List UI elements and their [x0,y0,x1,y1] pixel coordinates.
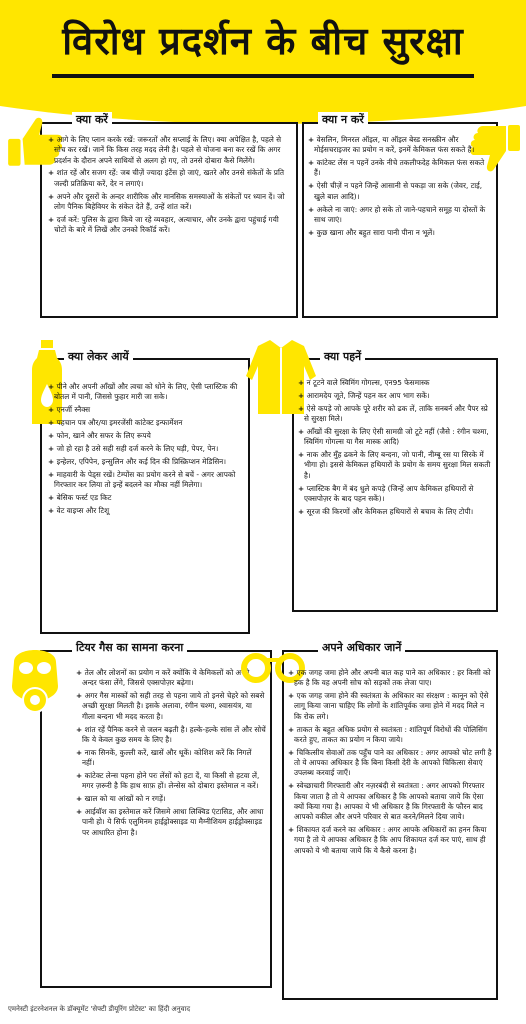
list-item: + वेट वाइप्स और टिशू [48,506,244,516]
list-item: + ताकत के बहुत अधिक प्रयोग से स्वतंत्रता : शांतिपूर्ण विरोधों की पोलिसिंग करते हुए, ताकत का प्रयोग न किया जाये। [288,725,492,746]
dont-list [308,135,490,241]
title-underline [52,74,474,78]
rights-list [288,668,492,859]
list-item: + आईवॉश का इस्तेमाल करें जिसमे आधा लिक्विड एंटासिड, और आधा पानी हो। ये सिर्फ एलुमिनम हाईड्रोक्साइड या मैग्नीशियम हाईड्रोक्साइड पर आधारित होना है। [76,807,266,838]
gas-mask-icon [4,638,66,716]
list-item: + आरामदेय जूते, जिन्हें पहन कर आप भाग सकें। [298,391,492,401]
dont-heading: क्या न करें [318,112,368,127]
wear-list [298,378,492,520]
list-item: + नाक सिनकें, कुल्ली करें, खासें और थूकें। कोशिश करें कि निगलें नहीं। [76,748,266,769]
page-title: विरोध प्रदर्शन के बीच सुरक्षा [62,19,464,63]
wear-heading: क्या पहनें [320,349,365,364]
list-item: + स्वेच्छाचारी गिरफ्तारी और नज़रबंदी से स्वतंत्रता : अगर आपको गिरफ्तार किया जाता है तो ये आपका अधिकार है कि आपको बताया जाये कि ऐसा क्यों किया गया है। आपका ये भी अधिकार है कि गिरफ्तारी के फौरन बाद आपको वकील और अपने परिवार से बात करने/मिलने दिया जाये। [288,781,492,822]
teargas-heading: टियर गैस का सामना करना [72,640,187,655]
list-item: + कांटेक्ट लेंस न पहनें उनके नीचे तकलीफदेह केमिकल फंस सकते हैं। [308,158,490,179]
footer-credit: एमनेस्टी इंटरनेशनल के डॉक्यूमेंट 'सेफ्टी डीयूरिंग प्रोटेस्ट' का हिंदी अनुवाद [8,1005,191,1013]
list-item: + शिकायत दर्ज करने का अधिकार : अगर आपके अधिकारों का हनन किया गया है तो ये आपका अधिकार है कि आप शिकायत दर्ज कर पाएं, साथ ही आपको ये भी बताया जाये कि ये कैसे करना है। [288,825,492,856]
bring-heading: क्या लेकर आयें [64,349,133,364]
list-item: + शांत रहें पैनिक करने से जलन बढ़ती है। हल्के-हल्के सांस लें और सोचें कि ये केवल कुछ समय के लिए है। [76,725,266,746]
list-item: + अगर गैस मास्कों को सही तरह से पहना जाये तो इनसे चेहरे को सबसे अच्छी सुरक्षा मिलती है। इसके अलावा, रंगीन चश्मा, श्वासयंत्र, या गीला बन्दना भी मदद करता है। [76,691,266,722]
list-item: + अकेले ना जाएं: अगर हो सके तो जाने-पहचाने समूह या दोस्तों के साथ जाएं। [308,205,490,226]
list-item: + माहवारी के पेड्स रखें। टेम्पोंस का प्रयोग करने से बचें - अगर आपको गिरफ्तार कर लिया तो इन्हें बदलने का मौका नहीं मिलेगा। [48,470,244,491]
list-item: + अपने और दूसरों के अन्दर शारीरिक और मानसिक समस्याओं के संकेतों पर ध्यान दें। जो लोग पैनिक बिहेवियर के संकेत देते हैं, उन्हें शांत करें। [48,192,292,213]
list-item: + प्लास्टिक बैग में बंद धुले कपड़े (जिन्हें आप केमिकल हथियारों से एक्सपोज़र के बाद पहन सकें)। [298,484,492,505]
list-item: + आगे के लिए प्लान करके रखें: जरूरतों और सप्लाई के लिए। क्या अपेक्षित है, पहले से सोच कर रखें। जानें कि किस तरह मदद लेनी है। पहले से योजना बना कर रखें कि अगर प्रदर्शन के दौरान अपने साथियों से अलग हो गए, तो उनसे दोबारा कैसे मिलेंगे। [48,135,292,166]
list-item: + कुछ खाना और बहुत सारा पानी पीना न भूलें। [308,228,490,238]
list-item: + फोन, खाने और सफर के लिए रूपये [48,431,244,441]
list-item: + एक जगह जमा होने की स्वतंत्रता के अधिकार का संरक्षण : कानून को ऐसे लागू किया जाना चाहिए कि लोगों के शांतिपूर्वक जमा होने में मदद मिले न कि रोक लगे। [288,691,492,722]
list-item: + ऐसी चीज़ें न पहने जिन्हें आसानी से पकड़ा जा सके (जेवर, टाई, खुले बाल आदि)। [308,181,490,202]
list-item: + बेसिक फर्स्ट एड किट [48,493,244,503]
list-item: + दर्ज करें: पुलिस के द्वारा किये जा रहे व्यवहार, अत्याचार, और उनके द्वारा पहुंचाई गयी चोटों के बारे में लिखें और उनको रिकॉर्ड करें। [48,215,292,236]
list-item: + वेसलिन, मिनरल ऑइल, या ऑइल बेस्ड सनस्क्रीन और मोईसचराइजर का प्रयोग न करें, इनमें केमिकल फंस सकते हैं। [308,135,490,156]
list-item: + सूरज की किरणों और केमिकल हथियारों से बचाव के लिए टोपी। [298,507,492,517]
do-list [48,135,292,238]
list-item: + इन्हेलर, एपिपेन, इन्सुलिन और कई दिन की प्रिस्क्रिप्शन मेडिसिन। [48,457,244,467]
list-item: + ऐसे कपड़े जो आपके पूरे शरीर को ढक लें, ताकि सनबर्न और पैपर स्प्रे से सुरक्षा मिले। [298,404,492,425]
list-item: + कांटेक्ट लेन्स पहना होने परः लेंसों को हटा दें, या किसी से हटवा लें, मगर ज़रूरी है कि हाथ साफ़ हों। लेन्सेस को दोबारा इस्तेमाल न करें। [76,771,266,792]
teargas-list [76,668,266,841]
list-item: + तेल और लोशनों का प्रयोग न करें क्योंकि ये केमिकलों को अपने अन्दर फंसा लेंगे, जिससे एक्सपोज़र बढ़ेगा। [76,668,266,689]
list-item: + एक जगह जमा होने और अपनी बात कह पाने का अधिकार : हर किसी को हक है कि वह अपनी सोच को सड़कों तक लेजा पाए। [288,668,492,689]
list-item: + शांत रहें और सजग रहें: जब चीज़ें ज्यादा इंटेंस हो जाएं, खतरे और उनसे संकेतों के प्रति जल्दी प्रतिक्रिया करें, देर न लगाएं। [48,168,292,189]
list-item: + जो हो रहा है उसे सही सही दर्ज करने के लिए घड़ी, पेपर, पेन। [48,444,244,454]
bring-list [48,382,244,519]
list-item: + चिकित्सीय सेवाओं तक पहुँच पाने का अधिकार : अगर आपको चोट लगी है तो ये आपका अधिकार है कि बिना किसी देरी के आपको चिकित्सा सेवाएं उपलब्ध करवाई जाएँ। [288,748,492,779]
rights-heading: अपने अधिकार जानें [318,640,405,655]
list-item: + न टूटने वाले स्विमिंग गोगल्स, एन95 फेसमास्क [298,378,492,388]
list-item: + पहचान पत्र और/या इमरजेंसी कांटेक्ट इन्फार्मेशन [48,418,244,428]
list-item: + आँखों की सुरक्षा के लिए ऐसी सामग्री जो टूटे नहीं (जैसे : रंगीन चश्मा, स्विमिंग गोगल्स या गैस मास्क आदि) [298,427,492,448]
list-item: + खाल को या आंखों को न रगड़ें। [76,794,266,804]
do-heading: क्या करें [72,112,112,127]
list-item: + एनर्जी स्नैक्स [48,405,244,415]
list-item: + पीने और अपनी आँखों और त्वचा को धोने के लिए, ऐसी प्लास्टिक की बोतल में पानी, जिससे फुहार मारी जा सके। [48,382,244,403]
list-item: + नाक और मुँह ढकने के लिए बन्दना, जो पानी, नीम्बू रस या सिरके में भीगा हो। इससे केमिकल हथियारों के प्रयोग के समय सुरक्षा मिल सकती है। [298,450,492,481]
